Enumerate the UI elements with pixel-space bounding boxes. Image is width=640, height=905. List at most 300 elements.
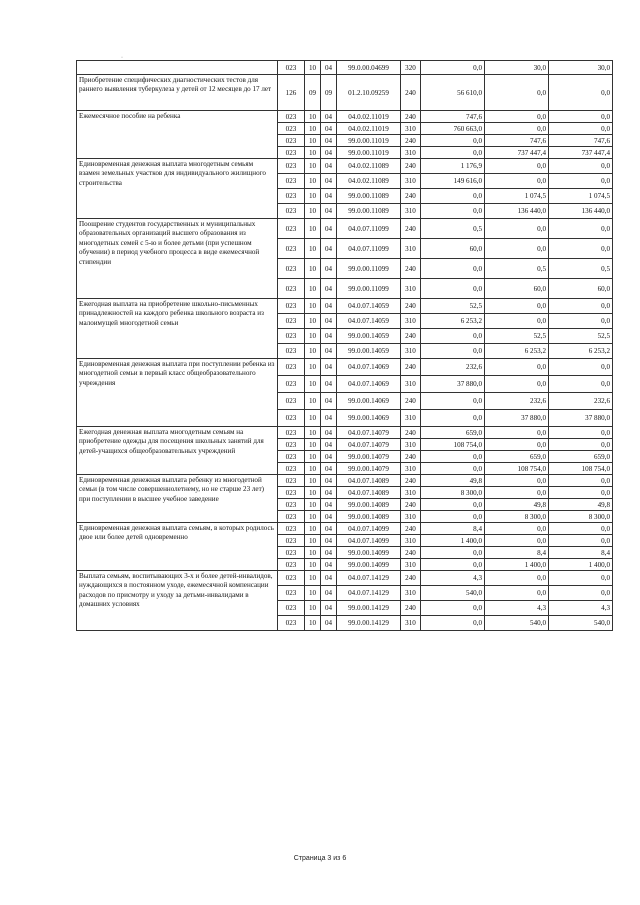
expense-type-cell: 240: [401, 189, 421, 204]
section-cell: 10: [305, 359, 321, 376]
amount-cell: 0,0: [485, 174, 549, 189]
section-cell: 10: [305, 499, 321, 511]
department-code-cell: 023: [278, 344, 305, 359]
amount-cell: 108 754,0: [549, 463, 613, 475]
expense-type-cell: 240: [401, 571, 421, 586]
amount-cell: 0,0: [485, 314, 549, 329]
section-cell: 10: [305, 329, 321, 344]
amount-cell: 540,0: [549, 616, 613, 631]
section-cell: 10: [305, 475, 321, 487]
subsection-cell: 04: [321, 279, 337, 299]
expense-type-cell: 240: [401, 159, 421, 174]
table-row: [77, 159, 613, 174]
amount-cell: 0,0: [485, 535, 549, 547]
expense-type-cell: 240: [401, 499, 421, 511]
section-cell: 10: [305, 174, 321, 189]
subsection-cell: 04: [321, 376, 337, 393]
amount-cell: 0,0: [549, 219, 613, 239]
expense-type-cell: 310: [401, 439, 421, 451]
subsection-cell: 04: [321, 111, 337, 123]
target-article-cell: 99.0.00.14099: [337, 559, 401, 571]
amount-cell: 0,0: [421, 559, 485, 571]
expense-type-cell: 310: [401, 586, 421, 601]
amount-cell: 0,0: [421, 61, 485, 75]
amount-cell: 747,6: [485, 135, 549, 147]
expense-type-cell: 240: [401, 601, 421, 616]
target-article-cell: 04.0.07.14059: [337, 299, 401, 314]
amount-cell: 0,0: [485, 111, 549, 123]
department-code-cell: 023: [278, 111, 305, 123]
table-row: [77, 523, 613, 535]
amount-cell: 1 074,5: [485, 189, 549, 204]
amount-cell: 0,0: [421, 344, 485, 359]
amount-cell: 0,0: [485, 75, 549, 111]
department-code-cell: 023: [278, 61, 305, 75]
target-article-cell: 01.2.10.09259: [337, 75, 401, 111]
department-code-cell: 023: [278, 451, 305, 463]
description-cell: Ежегодная денежная выплата многодетным семьям на приобретение одежды для посещения школьных занятий для детей-учащихся общеобразовательных учреждений: [77, 427, 278, 475]
amount-cell: 232,6: [549, 393, 613, 410]
description-cell: Приобретение специфических диагностических тестов для раннего выявления туберкулеза у детей от 12 месяцев до 17 лет: [77, 75, 278, 111]
target-article-cell: 04.0.02.11019: [337, 123, 401, 135]
amount-cell: 49,8: [549, 499, 613, 511]
section-cell: 10: [305, 259, 321, 279]
section-cell: 10: [305, 123, 321, 135]
amount-cell: 0,0: [549, 523, 613, 535]
subsection-cell: 04: [321, 393, 337, 410]
expense-type-cell: 310: [401, 123, 421, 135]
expense-type-cell: 310: [401, 559, 421, 571]
expense-type-cell: 240: [401, 475, 421, 487]
expense-type-cell: 310: [401, 174, 421, 189]
section-cell: 10: [305, 451, 321, 463]
target-article-cell: 04.0.07.14129: [337, 586, 401, 601]
department-code-cell: 023: [278, 159, 305, 174]
amount-cell: 8 300,0: [549, 511, 613, 523]
subsection-cell: 04: [321, 189, 337, 204]
amount-cell: 49,8: [421, 475, 485, 487]
amount-cell: 60,0: [549, 279, 613, 299]
section-cell: 10: [305, 487, 321, 499]
section-cell: 10: [305, 410, 321, 427]
amount-cell: 52,5: [421, 299, 485, 314]
department-code-cell: 023: [278, 147, 305, 159]
expense-type-cell: 240: [401, 329, 421, 344]
department-code-cell: 023: [278, 359, 305, 376]
section-cell: 10: [305, 616, 321, 631]
amount-cell: 1 176,9: [421, 159, 485, 174]
subsection-cell: 04: [321, 314, 337, 329]
amount-cell: 8,4: [421, 523, 485, 535]
expense-type-cell: 310: [401, 410, 421, 427]
target-article-cell: 04.0.07.11099: [337, 239, 401, 259]
amount-cell: 0,0: [549, 439, 613, 451]
subsection-cell: 04: [321, 523, 337, 535]
subsection-cell: 04: [321, 571, 337, 586]
description-cell: Единовременная денежная выплата семьям, в которых родилось двое или более детей одновременно: [77, 523, 278, 571]
expense-type-cell: 240: [401, 299, 421, 314]
amount-cell: 49,8: [485, 499, 549, 511]
target-article-cell: 99.0.00.14069: [337, 410, 401, 427]
amount-cell: 0,0: [549, 314, 613, 329]
amount-cell: 0,0: [421, 499, 485, 511]
section-cell: 10: [305, 239, 321, 259]
amount-cell: 0,0: [549, 239, 613, 259]
amount-cell: 659,0: [485, 451, 549, 463]
description-cell: [77, 61, 278, 75]
amount-cell: 0,0: [485, 487, 549, 499]
department-code-cell: 023: [278, 427, 305, 439]
amount-cell: 0,0: [549, 359, 613, 376]
amount-cell: 1 400,0: [485, 559, 549, 571]
subsection-cell: 04: [321, 601, 337, 616]
section-cell: 10: [305, 463, 321, 475]
amount-cell: 8 300,0: [421, 487, 485, 499]
section-cell: 10: [305, 135, 321, 147]
stray-mark: ·: [121, 55, 123, 61]
amount-cell: 0,0: [421, 601, 485, 616]
subsection-cell: 04: [321, 344, 337, 359]
department-code-cell: 023: [278, 535, 305, 547]
subsection-cell: 04: [321, 586, 337, 601]
amount-cell: 37 880,0: [421, 376, 485, 393]
section-cell: 10: [305, 571, 321, 586]
amount-cell: 0,0: [549, 159, 613, 174]
subsection-cell: 09: [321, 75, 337, 111]
section-cell: 10: [305, 279, 321, 299]
target-article-cell: 99.0.00.14079: [337, 451, 401, 463]
target-article-cell: 99.0.00.04699: [337, 61, 401, 75]
expense-type-cell: 310: [401, 239, 421, 259]
target-article-cell: 99.0.00.14099: [337, 547, 401, 559]
expense-type-cell: 240: [401, 393, 421, 410]
target-article-cell: 04.0.07.11099: [337, 219, 401, 239]
target-article-cell: 99.0.00.11089: [337, 204, 401, 219]
subsection-cell: 04: [321, 299, 337, 314]
subsection-cell: 04: [321, 147, 337, 159]
target-article-cell: 04.0.02.11089: [337, 174, 401, 189]
section-cell: 10: [305, 299, 321, 314]
department-code-cell: 023: [278, 616, 305, 631]
expense-type-cell: 240: [401, 75, 421, 111]
subsection-cell: 04: [321, 259, 337, 279]
section-cell: 10: [305, 586, 321, 601]
section-cell: 10: [305, 61, 321, 75]
amount-cell: 0,0: [549, 174, 613, 189]
amount-cell: 659,0: [549, 451, 613, 463]
table-row: [77, 219, 613, 239]
amount-cell: 0,0: [421, 547, 485, 559]
department-code-cell: 023: [278, 601, 305, 616]
description-cell: Ежемесячное пособие на ребенка: [77, 111, 278, 159]
amount-cell: 232,6: [421, 359, 485, 376]
expense-type-cell: 310: [401, 616, 421, 631]
target-article-cell: 99.0.00.11089: [337, 189, 401, 204]
amount-cell: 0,0: [549, 487, 613, 499]
amount-cell: 149 616,0: [421, 174, 485, 189]
amount-cell: 1 074,5: [549, 189, 613, 204]
subsection-cell: 04: [321, 410, 337, 427]
department-code-cell: 023: [278, 499, 305, 511]
target-article-cell: 04.0.07.14079: [337, 427, 401, 439]
description-cell: Единовременная денежная выплата при поступлении ребенка из многодетной семьи в первый класс общеобразовательного учреждения: [77, 359, 278, 427]
target-article-cell: 04.0.07.14079: [337, 439, 401, 451]
amount-cell: 0,0: [485, 427, 549, 439]
page-footer: Страница 3 из 6: [293, 855, 347, 862]
amount-cell: 4,3: [485, 601, 549, 616]
expense-type-cell: 310: [401, 376, 421, 393]
amount-cell: 30,0: [485, 61, 549, 75]
section-cell: 10: [305, 559, 321, 571]
target-article-cell: 99.0.00.11099: [337, 259, 401, 279]
subsection-cell: 04: [321, 475, 337, 487]
section-cell: 10: [305, 393, 321, 410]
amount-cell: 0,0: [421, 147, 485, 159]
department-code-cell: 023: [278, 204, 305, 219]
section-cell: 10: [305, 314, 321, 329]
target-article-cell: 99.0.00.14089: [337, 511, 401, 523]
subsection-cell: 04: [321, 174, 337, 189]
target-article-cell: 99.0.00.11019: [337, 135, 401, 147]
section-cell: 10: [305, 523, 321, 535]
subsection-cell: 04: [321, 487, 337, 499]
budget-table: [76, 60, 613, 631]
subsection-cell: 04: [321, 547, 337, 559]
amount-cell: 540,0: [485, 616, 549, 631]
target-article-cell: 04.0.02.11089: [337, 159, 401, 174]
department-code-cell: 023: [278, 219, 305, 239]
department-code-cell: 023: [278, 259, 305, 279]
section-cell: 10: [305, 111, 321, 123]
section-cell: 10: [305, 376, 321, 393]
department-code-cell: 023: [278, 547, 305, 559]
department-code-cell: 023: [278, 239, 305, 259]
target-article-cell: 04.0.07.14069: [337, 359, 401, 376]
expense-type-cell: 240: [401, 135, 421, 147]
section-cell: 10: [305, 535, 321, 547]
expense-type-cell: 310: [401, 344, 421, 359]
amount-cell: 0,0: [421, 279, 485, 299]
description-cell: Выплата семьям, воспитывающих 3-х и более детей-инвалидов, нуждающихся в постоянном уходе, ежемесячной компенсации расходов по присмотру и уходу за детьми-инвалидами в домашних условиях: [77, 571, 278, 631]
department-code-cell: 023: [278, 487, 305, 499]
department-code-cell: 023: [278, 571, 305, 586]
department-code-cell: 023: [278, 586, 305, 601]
amount-cell: 0,0: [485, 523, 549, 535]
expense-type-cell: 310: [401, 535, 421, 547]
description-cell: Единовременная денежная выплата ребенку из многодетной семьи (в том числе совершеннолетнему, но не старше 23 лет) при поступлении в высшее учебное заведение: [77, 475, 278, 523]
subsection-cell: 04: [321, 499, 337, 511]
amount-cell: 0,0: [549, 535, 613, 547]
section-cell: 10: [305, 511, 321, 523]
subsection-cell: 04: [321, 616, 337, 631]
expense-type-cell: 240: [401, 523, 421, 535]
subsection-cell: 04: [321, 559, 337, 571]
amount-cell: 0,0: [485, 219, 549, 239]
amount-cell: 0,0: [549, 586, 613, 601]
subsection-cell: 04: [321, 123, 337, 135]
amount-cell: 0,0: [421, 393, 485, 410]
amount-cell: 760 663,0: [421, 123, 485, 135]
department-code-cell: 023: [278, 559, 305, 571]
table-row: [77, 111, 613, 123]
expense-type-cell: 310: [401, 463, 421, 475]
section-cell: 10: [305, 427, 321, 439]
expense-type-cell: 310: [401, 314, 421, 329]
amount-cell: 6 253,2: [421, 314, 485, 329]
department-code-cell: 023: [278, 511, 305, 523]
department-code-cell: 023: [278, 174, 305, 189]
amount-cell: 1 400,0: [421, 535, 485, 547]
amount-cell: 0,0: [421, 410, 485, 427]
target-article-cell: 04.0.07.14099: [337, 523, 401, 535]
department-code-cell: 126: [278, 75, 305, 111]
section-cell: 10: [305, 439, 321, 451]
amount-cell: 4,3: [421, 571, 485, 586]
table-row: [77, 299, 613, 314]
section-cell: 10: [305, 204, 321, 219]
target-article-cell: 04.0.07.14089: [337, 475, 401, 487]
amount-cell: 0,0: [485, 299, 549, 314]
department-code-cell: 023: [278, 189, 305, 204]
subsection-cell: 04: [321, 204, 337, 219]
amount-cell: 37 880,0: [549, 410, 613, 427]
amount-cell: 0,0: [549, 427, 613, 439]
amount-cell: 0,0: [485, 376, 549, 393]
amount-cell: 0,5: [549, 259, 613, 279]
amount-cell: 232,6: [485, 393, 549, 410]
amount-cell: 0,0: [549, 111, 613, 123]
amount-cell: 737 447,4: [549, 147, 613, 159]
amount-cell: 0,5: [485, 259, 549, 279]
expense-type-cell: 310: [401, 487, 421, 499]
amount-cell: 52,5: [549, 329, 613, 344]
table-row: [77, 427, 613, 439]
subsection-cell: 04: [321, 511, 337, 523]
expense-type-cell: 310: [401, 279, 421, 299]
expense-type-cell: 240: [401, 451, 421, 463]
amount-cell: 108 754,0: [421, 439, 485, 451]
target-article-cell: 99.0.00.14129: [337, 616, 401, 631]
table-row: [77, 359, 613, 376]
section-cell: 10: [305, 601, 321, 616]
subsection-cell: 04: [321, 463, 337, 475]
amount-cell: 0,0: [549, 571, 613, 586]
department-code-cell: 023: [278, 463, 305, 475]
amount-cell: 30,0: [549, 61, 613, 75]
amount-cell: 0,0: [421, 511, 485, 523]
section-cell: 10: [305, 159, 321, 174]
amount-cell: 0,0: [421, 135, 485, 147]
target-article-cell: 99.0.00.14079: [337, 463, 401, 475]
amount-cell: 0,0: [421, 463, 485, 475]
amount-cell: 0,0: [485, 359, 549, 376]
target-article-cell: 04.0.07.14059: [337, 314, 401, 329]
target-article-cell: 99.0.00.14059: [337, 329, 401, 344]
target-article-cell: 99.0.00.14129: [337, 601, 401, 616]
target-article-cell: 04.0.07.14129: [337, 571, 401, 586]
amount-cell: 0,0: [549, 75, 613, 111]
expense-type-cell: 240: [401, 219, 421, 239]
section-cell: 10: [305, 219, 321, 239]
table-row: [77, 475, 613, 487]
budget-table-body: [77, 61, 613, 631]
expense-type-cell: 310: [401, 204, 421, 219]
subsection-cell: 04: [321, 451, 337, 463]
amount-cell: 4,3: [549, 601, 613, 616]
department-code-cell: 023: [278, 314, 305, 329]
amount-cell: 0,0: [485, 475, 549, 487]
subsection-cell: 04: [321, 159, 337, 174]
amount-cell: 0,0: [485, 586, 549, 601]
section-cell: 10: [305, 547, 321, 559]
amount-cell: 37 880,0: [485, 410, 549, 427]
department-code-cell: 023: [278, 135, 305, 147]
department-code-cell: 023: [278, 523, 305, 535]
amount-cell: 0,0: [549, 123, 613, 135]
subsection-cell: 04: [321, 359, 337, 376]
subsection-cell: 04: [321, 329, 337, 344]
section-cell: 09: [305, 75, 321, 111]
amount-cell: 0,0: [549, 299, 613, 314]
amount-cell: 0,0: [549, 376, 613, 393]
amount-cell: 0,0: [485, 439, 549, 451]
amount-cell: 747,6: [421, 111, 485, 123]
target-article-cell: 04.0.02.11019: [337, 111, 401, 123]
expense-type-cell: 320: [401, 61, 421, 75]
expense-type-cell: 240: [401, 259, 421, 279]
amount-cell: 0,0: [421, 204, 485, 219]
table-row: [77, 61, 613, 75]
subsection-cell: 04: [321, 439, 337, 451]
expense-type-cell: 240: [401, 547, 421, 559]
expense-type-cell: 310: [401, 511, 421, 523]
amount-cell: 108 754,0: [485, 463, 549, 475]
description-cell: Единовременная денежная выплата многодетным семьям взамен земельных участков для индивидуального жилищного строительства: [77, 159, 278, 219]
amount-cell: 60,0: [485, 279, 549, 299]
section-cell: 10: [305, 147, 321, 159]
department-code-cell: 023: [278, 299, 305, 314]
subsection-cell: 04: [321, 219, 337, 239]
amount-cell: 0,0: [485, 159, 549, 174]
expense-type-cell: 240: [401, 359, 421, 376]
target-article-cell: 04.0.07.14069: [337, 376, 401, 393]
subsection-cell: 04: [321, 135, 337, 147]
amount-cell: 659,0: [421, 427, 485, 439]
amount-cell: 6 253,2: [549, 344, 613, 359]
department-code-cell: 023: [278, 329, 305, 344]
description-cell: Ежегодная выплата на приобретение школьно-письменных принадлежностей на каждого ребенка школьного возраста из малоимущей многодетной семьи: [77, 299, 278, 359]
amount-cell: 136 440,0: [485, 204, 549, 219]
amount-cell: 8,4: [485, 547, 549, 559]
amount-cell: 0,5: [421, 219, 485, 239]
department-code-cell: 023: [278, 439, 305, 451]
department-code-cell: 023: [278, 393, 305, 410]
amount-cell: 0,0: [485, 123, 549, 135]
amount-cell: 747,6: [549, 135, 613, 147]
department-code-cell: 023: [278, 475, 305, 487]
amount-cell: 0,0: [421, 451, 485, 463]
department-code-cell: 023: [278, 410, 305, 427]
subsection-cell: 04: [321, 61, 337, 75]
department-code-cell: 023: [278, 123, 305, 135]
amount-cell: 52,5: [485, 329, 549, 344]
amount-cell: 60,0: [421, 239, 485, 259]
amount-cell: 737 447,4: [485, 147, 549, 159]
amount-cell: 540,0: [421, 586, 485, 601]
table-row: [77, 75, 613, 111]
section-cell: 10: [305, 189, 321, 204]
amount-cell: 0,0: [421, 189, 485, 204]
